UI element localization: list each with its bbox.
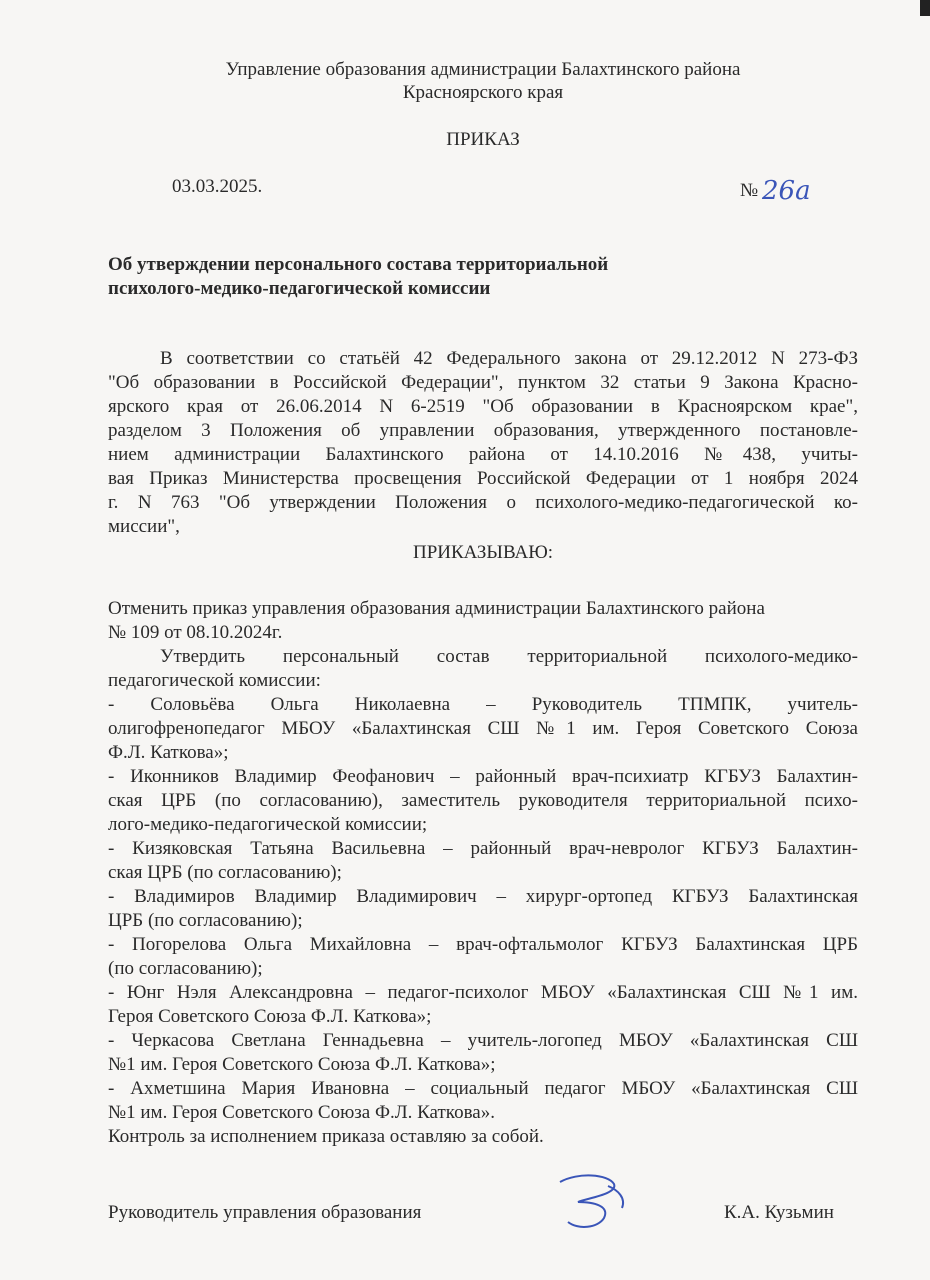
member-line: ская ЦРБ (по согласованию); xyxy=(108,862,342,883)
member-line: ская ЦРБ (по согласованию), заместитель руководителя территориальной психо- xyxy=(108,790,858,811)
member-line: лого-медико-педагогической комиссии; xyxy=(108,814,428,835)
member-line: Героя Советского Союза Ф.Л. Каткова»; xyxy=(108,1006,432,1027)
member-line: №1 им. Героя Советского Союза Ф.Л. Каткова». xyxy=(108,1102,495,1123)
body-line: педагогической комиссии: xyxy=(108,670,321,691)
member-line: - Владимиров Владимир Владимирович – хирург-ортопед КГБУЗ Балахтинская xyxy=(108,886,858,907)
scan-mark xyxy=(920,0,930,16)
org-name-line1: Управление образования администрации Балахтинского района xyxy=(225,59,741,80)
member-line: (по согласованию); xyxy=(108,958,263,979)
title-line: психолого-медико-педагогической комиссии xyxy=(108,278,491,299)
preamble-line: "Об образовании в Российской Федерации", пунктом 32 статьи 9 Закона Красно- xyxy=(108,372,858,393)
handwritten-signature xyxy=(548,1168,638,1238)
preamble-line: В соответствии со статьёй 42 Федерального закона от 29.12.2012 N 273-ФЗ xyxy=(160,348,858,369)
member-line: олигофренопедагог МБОУ «Балахтинская СШ №1 им. Героя Советского Союза xyxy=(108,718,858,739)
doc-number-handwritten: 26а xyxy=(762,176,811,206)
org-name-line2: Красноярского края xyxy=(402,82,564,103)
member-line: №1 им. Героя Советского Союза Ф.Л. Каткова»; xyxy=(108,1054,496,1075)
order-word: ПРИКАЗЫВАЮ: xyxy=(412,542,554,563)
preamble-line: миссии", xyxy=(108,516,180,537)
preamble-line: ярского края от 26.06.2014 N 6-2519 "Об образовании в Красноярском крае", xyxy=(108,396,858,417)
member-line: - Ахметшина Мария Ивановна – социальный педагог МБОУ «Балахтинская СШ xyxy=(108,1078,858,1099)
member-line: - Юнг Нэля Александровна – педагог-психолог МБОУ «Балахтинская СШ №1 им. xyxy=(108,982,858,1003)
preamble-line: разделом 3 Положения об управлении образования, утвержденного постановле- xyxy=(108,420,858,441)
member-line: - Погорелова Ольга Михайловна – врач-офтальмолог КГБУЗ Балахтинская ЦРБ xyxy=(108,934,858,955)
control-line: Контроль за исполнением приказа оставляю за собой. xyxy=(108,1126,544,1147)
signature-name: К.А. Кузьмин xyxy=(724,1202,834,1223)
member-line: - Соловьёва Ольга Николаевна – Руководитель ТПМПК, учитель- xyxy=(108,694,858,715)
preamble-line: вая Приказ Министерства просвещения Российской Федерации от 1 ноября 2024 xyxy=(108,468,858,489)
body-line: Утвердить персональный состав территориальной психолого-медико- xyxy=(160,646,858,667)
signature-position: Руководитель управления образования xyxy=(108,1202,422,1223)
doc-number-label: № xyxy=(740,180,759,201)
body-line: № 109 от 08.10.2024г. xyxy=(108,622,283,643)
member-line: - Черкасова Светлана Геннадьевна – учитель-логопед МБОУ «Балахтинская СШ xyxy=(108,1030,858,1051)
preamble-line: г. N 763 "Об утверждении Положения о психолого-медико-педагогической ко- xyxy=(108,492,858,513)
member-line: Ф.Л. Каткова»; xyxy=(108,742,229,763)
doc-date: 03.03.2025. xyxy=(172,176,263,197)
title-line: Об утверждении персонального состава территориальной xyxy=(108,254,609,275)
body-line: Отменить приказ управления образования администрации Балахтинского района xyxy=(108,598,765,619)
doc-type: ПРИКАЗ xyxy=(446,129,520,150)
member-line: ЦРБ (по согласованию); xyxy=(108,910,303,931)
member-line: - Иконников Владимир Феофанович – районный врач-психиатр КГБУЗ Балахтин- xyxy=(108,766,858,787)
member-line: - Кизяковская Татьяна Васильевна – районный врач-невролог КГБУЗ Балахтин- xyxy=(108,838,858,859)
preamble-line: нием администрации Балахтинского района от 14.10.2016 №438, учиты- xyxy=(108,444,858,465)
